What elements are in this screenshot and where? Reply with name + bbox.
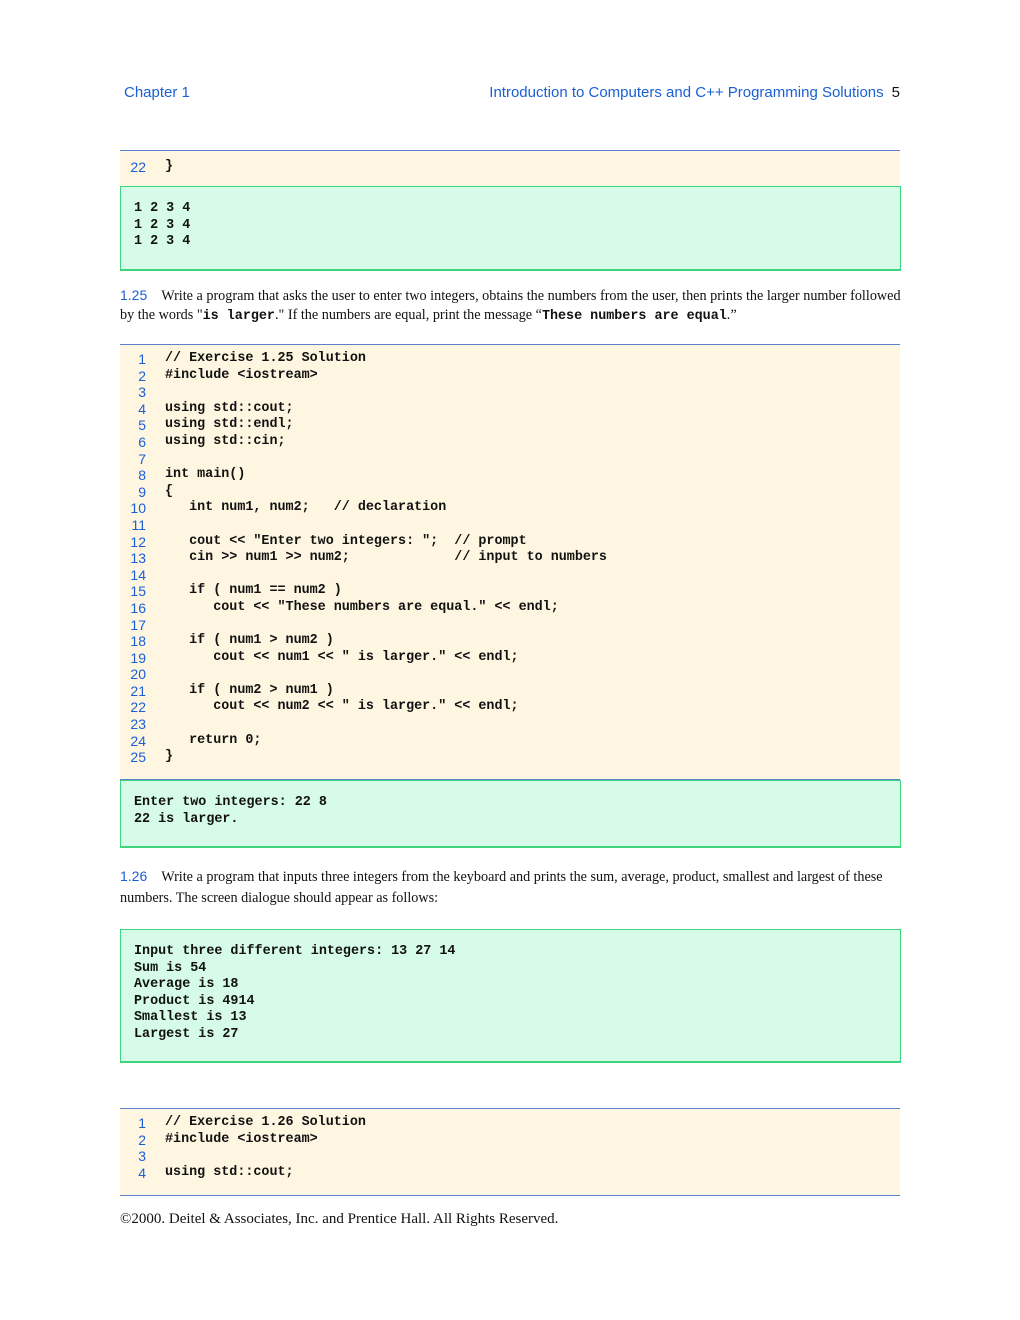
code-text: cin >> num1 >> num2; // input to numbers [165, 550, 607, 566]
code-line [120, 666, 900, 683]
line-number: 11 [131, 516, 146, 533]
line-number: 5 [138, 417, 146, 434]
code-line [120, 159, 900, 176]
code-line [120, 517, 900, 534]
line-number: 2 [138, 1131, 146, 1148]
line-number: 14 [130, 566, 146, 583]
exercise-1-25-statement [120, 286, 901, 326]
output-line: Largest is 27 [134, 1026, 239, 1042]
exercise-text: ." If the numbers are equal, print the message “ [274, 307, 542, 323]
sample-dialogue-1-26 [120, 929, 901, 1063]
code-text: cout << "Enter two integers: "; // prompt [165, 533, 527, 549]
line-number: 22 [130, 159, 146, 175]
code-text: #include <iostream> [165, 367, 318, 383]
code-text: using std::cout; [165, 1164, 294, 1180]
line-number: 20 [130, 666, 146, 683]
exercise-number: 1.25 [120, 287, 148, 303]
line-number: 1 [138, 1115, 146, 1131]
code-line [120, 650, 900, 667]
exercise-1-26-statement [120, 866, 901, 909]
code-listing-1-25 [120, 344, 900, 780]
code-text: // Exercise 1.26 Solution [165, 1115, 366, 1130]
output-line: Product is 4914 [134, 993, 255, 1009]
line-number: 4 [138, 1164, 146, 1181]
line-number: 12 [130, 533, 146, 550]
code-text: cout << "These numbers are equal." << endl; [165, 599, 559, 615]
header-right [489, 84, 900, 101]
chapter-label: Chapter 1 [124, 84, 190, 101]
line-number: 13 [130, 550, 146, 567]
code-line [120, 368, 900, 385]
code-line [120, 600, 900, 617]
inline-code: is larger [202, 309, 275, 324]
output-line: Sum is 54 [134, 960, 207, 976]
code-text: cout << num1 << " is larger." << endl; [165, 649, 519, 665]
book-title: Introduction to Computers and C++ Programming Solutions [489, 84, 884, 101]
line-number: 18 [130, 633, 146, 650]
line-number: 15 [130, 583, 146, 600]
code-line [120, 749, 900, 766]
copyright-footer: ©2000. Deitel & Associates, Inc. and Prentice Hall. All Rights Reserved. [120, 1211, 559, 1227]
line-number: 3 [138, 384, 146, 401]
code-line [120, 534, 900, 551]
code-line [120, 699, 900, 716]
line-number: 10 [130, 500, 146, 517]
code-line [120, 683, 900, 700]
line-number: 23 [130, 716, 146, 733]
line-number: 25 [130, 749, 146, 766]
line-number: 4 [138, 400, 146, 417]
line-number: 9 [138, 483, 146, 500]
line-number: 17 [130, 616, 146, 633]
line-number: 3 [138, 1148, 146, 1165]
line-number: 24 [130, 732, 146, 749]
code-line [120, 716, 900, 733]
code-text: } [165, 749, 174, 765]
code-text: } [165, 159, 174, 174]
code-text: cout << num2 << " is larger." << endl; [165, 699, 519, 715]
code-line [120, 567, 900, 584]
line-number: 6 [138, 433, 146, 450]
code-line [120, 617, 900, 634]
line-number: 7 [138, 450, 146, 467]
output-line: Enter two integers: 22 8 [134, 795, 327, 810]
code-line [120, 467, 900, 484]
code-line [120, 434, 900, 451]
code-line [120, 401, 900, 418]
code-text: int num1, num2; // declaration [165, 500, 447, 516]
code-line [120, 451, 900, 468]
page-header [124, 84, 900, 106]
code-text: #include <iostream> [165, 1131, 318, 1147]
output-line: Smallest is 13 [134, 1010, 247, 1026]
output-line: 1 2 3 4 [134, 217, 191, 233]
code-line [120, 384, 900, 401]
output-line: Average is 18 [134, 977, 239, 993]
line-number: 8 [138, 467, 146, 484]
output-line: 1 2 3 4 [134, 201, 191, 216]
code-line [120, 1115, 900, 1132]
exercise-text: .” [726, 307, 737, 323]
program-output-1-25 [120, 780, 901, 848]
code-line [120, 550, 900, 567]
output-line: 1 2 3 4 [134, 234, 191, 250]
code-line [120, 583, 900, 600]
code-text: // Exercise 1.25 Solution [165, 351, 366, 366]
code-listing-1-24-tail [120, 150, 900, 187]
code-text: if ( num2 > num1 ) [165, 682, 334, 698]
exercise-text: Write a program that asks the user to enter two integers, obtains the numbers from the user, then prints the larger number followed by the words " [120, 288, 901, 323]
line-number: 22 [130, 699, 146, 716]
code-line [120, 1132, 900, 1149]
code-text: { [165, 483, 174, 499]
code-line [120, 1165, 900, 1182]
code-line [120, 733, 900, 750]
code-text: return 0; [165, 732, 262, 748]
code-text: if ( num1 == num2 ) [165, 583, 342, 599]
code-line [120, 500, 900, 517]
inline-code: These numbers are equal [541, 309, 727, 324]
exercise-number: 1.26 [120, 868, 148, 884]
line-number: 21 [130, 682, 146, 699]
exercise-text: Write a program that inputs three integers from the keyboard and prints the sum, average, product, smallest and largest of these numbers. The screen dialogue should appear as follows: [120, 869, 883, 906]
output-line: Input three different integers: 13 27 14 [134, 944, 456, 959]
code-text: using std::cin; [165, 433, 286, 449]
code-line [120, 484, 900, 501]
code-text: using std::endl; [165, 417, 294, 433]
code-line [120, 633, 900, 650]
line-number: 1 [138, 351, 146, 367]
code-text: int main() [165, 467, 246, 483]
line-number: 19 [130, 649, 146, 666]
code-line [120, 351, 900, 368]
code-text: using std::cout; [165, 400, 294, 416]
code-line [120, 1148, 900, 1165]
code-line [120, 417, 900, 434]
page-number: 5 [891, 84, 900, 101]
code-listing-1-26 [120, 1108, 900, 1196]
program-output-1-24 [120, 186, 901, 271]
output-line: 22 is larger. [134, 811, 239, 827]
code-text: if ( num1 > num2 ) [165, 633, 334, 649]
line-number: 2 [138, 367, 146, 384]
line-number: 16 [130, 599, 146, 616]
